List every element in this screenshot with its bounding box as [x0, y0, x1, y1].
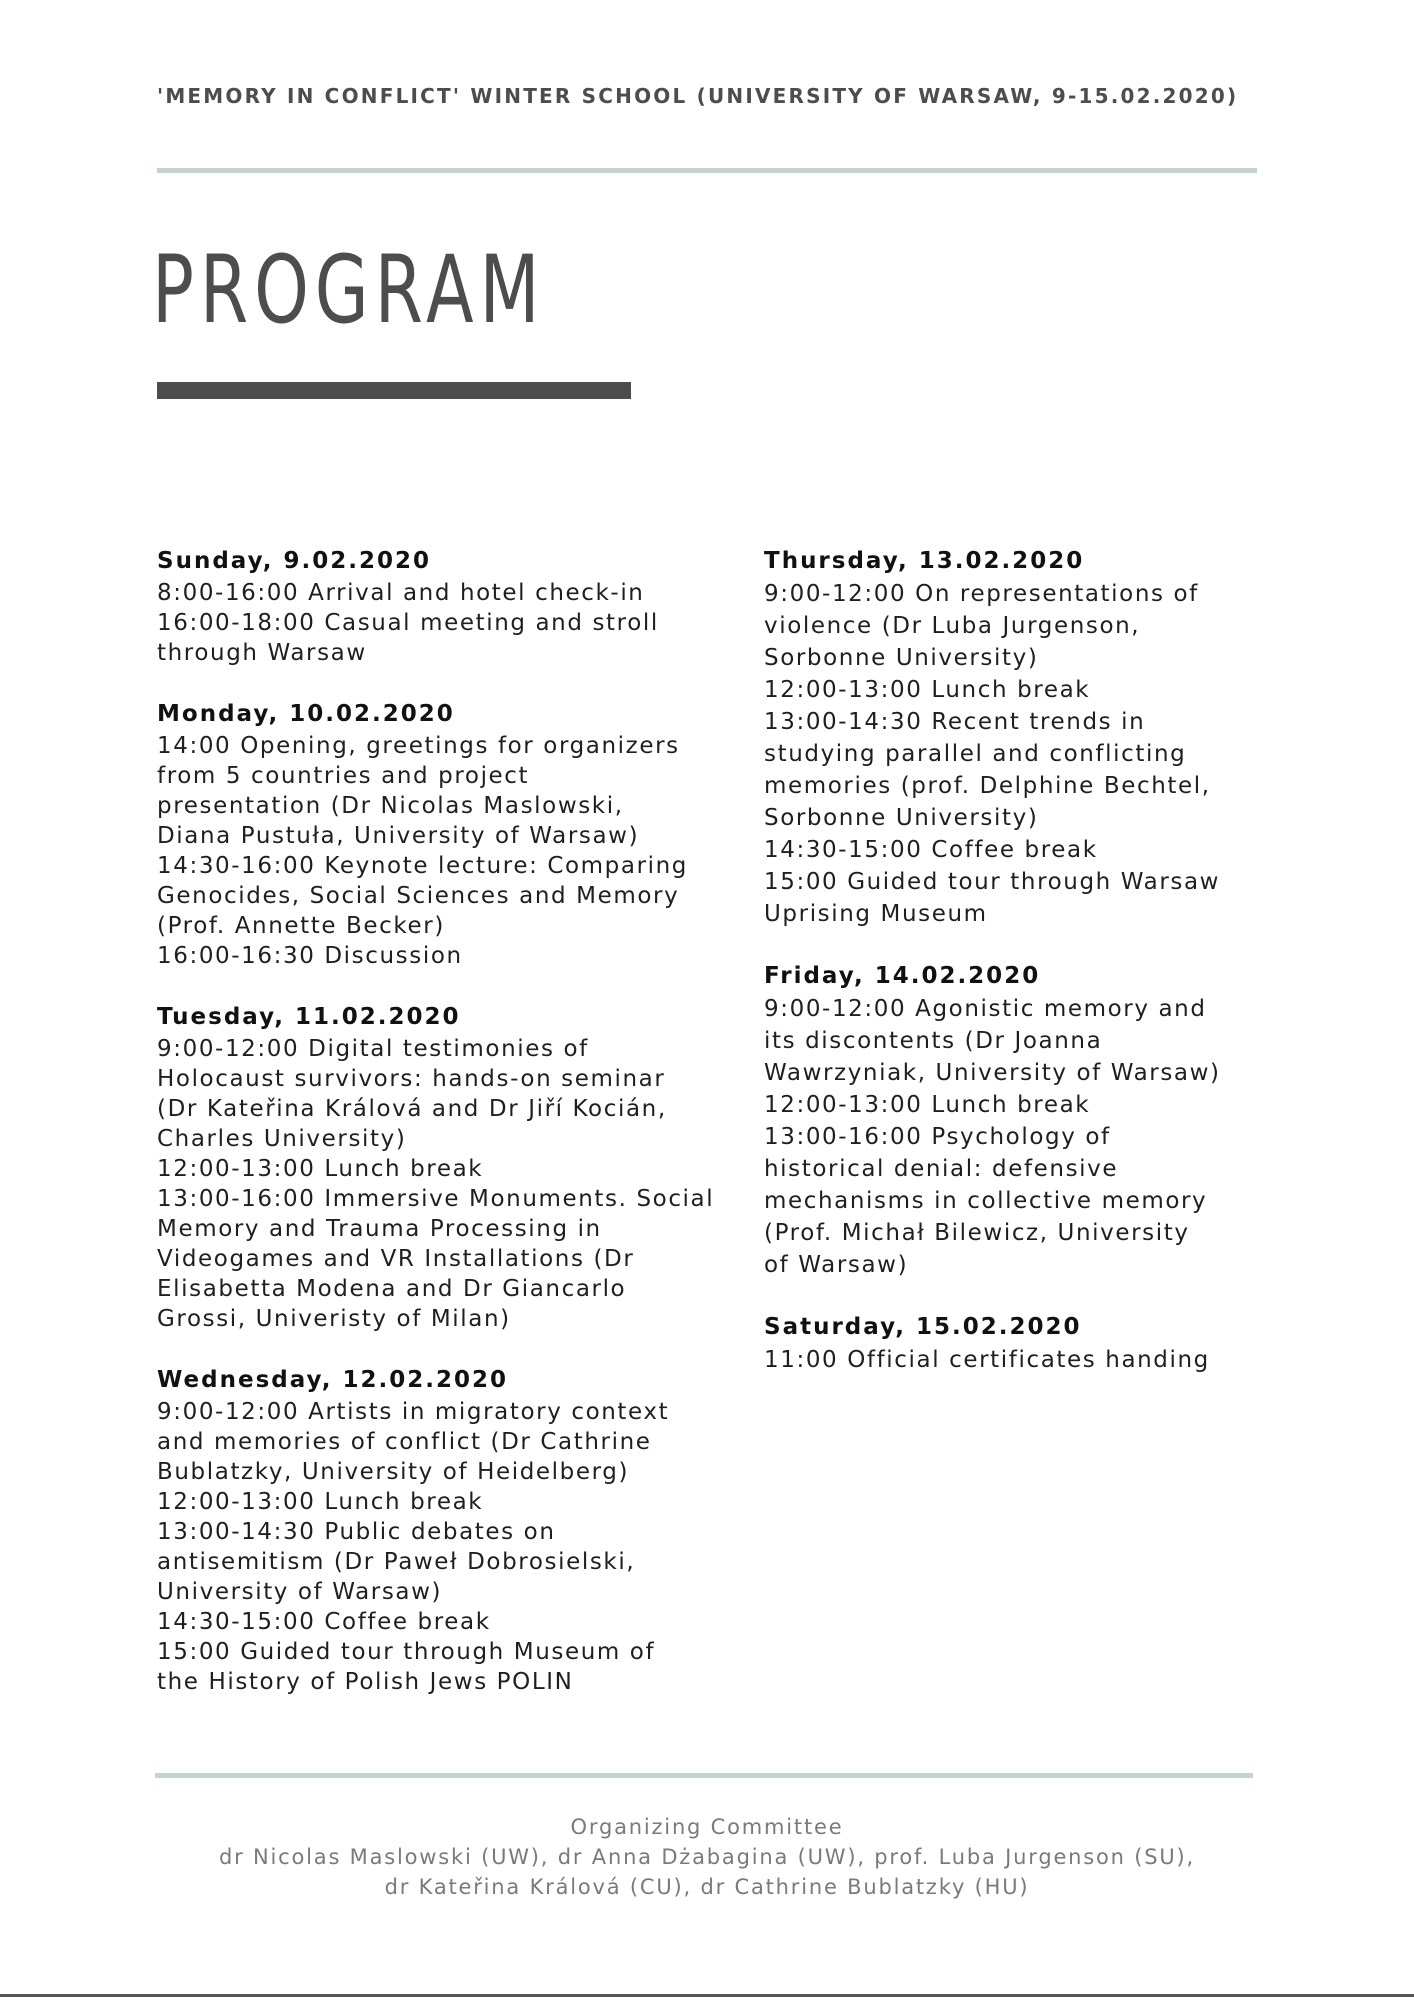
day-wednesday — [157, 1365, 757, 1697]
schedule-column-right — [764, 546, 1364, 1407]
day-schedule-text: 8:00-16:00 Arrival and hotel check-in 16:00-18:00 Casual meeting and stroll through Warsaw — [157, 580, 659, 666]
day-friday — [764, 961, 1364, 1281]
day-title: Tuesday, 11.02.2020 — [157, 1004, 461, 1030]
footer-members-line-1: dr Nicolas Maslowski (UW), dr Anna Dżabagina (UW), prof. Luba Jurgenson (SU), — [218, 1845, 1196, 1869]
day-tuesday — [157, 1002, 757, 1334]
schedule-column-left — [157, 546, 757, 1728]
day-thursday — [764, 546, 1364, 930]
day-schedule-text: 9:00-12:00 On representations of violence (Dr Luba Jurgenson, Sorbonne University) 12:00-13:00 Lunch break 13:00-14:30 Recent trends in studying parallel and conflicting memories (prof. Delphine Bechtel, Sorbonne University) 14:30-15:00 Coffee break 15:00 Guided tour through Warsaw Uprising Museum — [764, 581, 1221, 927]
day-schedule-text: 9:00-12:00 Artists in migratory context and memories of conflict (Dr Cathrine Bublatzky, University of Heidelberg) 12:00-13:00 Lunch break 13:00-14:30 Public debates on antisemitism (Dr Paweł Dobrosielski, University of Warsaw) 14:30-15:00 Coffee break 15:00 Guided tour through Museum of the History of Polish Jews POLIN — [157, 1399, 670, 1695]
day-title: Monday, 10.02.2020 — [157, 701, 455, 727]
day-title: Sunday, 9.02.2020 — [157, 548, 432, 574]
organizing-committee-footer — [0, 1812, 1414, 1902]
program-heading: PROGRAM — [152, 236, 546, 345]
day-schedule-text: 9:00-12:00 Agonistic memory and its discontents (Dr Joanna Wawrzyniak, University of Warsaw) 12:00-13:00 Lunch break 13:00-16:00 Psychology of historical denial: defensive mechanisms in collective memory (Prof. Michał Bilewicz, University of Warsaw) — [764, 996, 1221, 1278]
page-bottom-edge — [0, 1994, 1414, 1997]
heading-underline-bar — [157, 382, 631, 399]
top-divider — [157, 168, 1257, 173]
day-title: Wednesday, 12.02.2020 — [157, 1367, 509, 1393]
day-title: Friday, 14.02.2020 — [764, 963, 1041, 989]
document-header-title: 'MEMORY IN CONFLICT' WINTER SCHOOL (UNIVERSITY OF WARSAW, 9-15.02.2020) — [157, 84, 1239, 108]
day-saturday — [764, 1312, 1364, 1376]
footer-members-line-2: dr Kateřina Králová (CU), dr Cathrine Bublatzky (HU) — [384, 1875, 1030, 1899]
day-monday — [157, 699, 757, 971]
day-schedule-text: 11:00 Official certificates handing — [764, 1347, 1210, 1373]
day-schedule-text: 14:00 Opening, greetings for organizers from 5 countries and project presentation (Dr Nicolas Maslowski, Diana Pustuła, University of Warsaw) 14:30-16:00 Keynote lecture: Comparing Genocides, Social Sciences and Memory (Prof. Annette Becker) 16:00-16:30 Discussion — [157, 733, 688, 969]
day-sunday — [157, 546, 757, 668]
day-title: Saturday, 15.02.2020 — [764, 1314, 1082, 1340]
footer-heading: Organizing Committee — [570, 1815, 844, 1839]
day-schedule-text: 9:00-12:00 Digital testimonies of Holocaust survivors: hands-on seminar (Dr Kateřina Králová and Dr Jiří Kocián, Charles University) 12:00-13:00 Lunch break 13:00-16:00 Immersive Monuments. Social Memory and Trauma Processing in Videogames and VR Installations (Dr Elisabetta Modena and Dr Giancarlo Grossi, Univeristy of Milan) — [157, 1036, 715, 1332]
day-title: Thursday, 13.02.2020 — [764, 548, 1085, 574]
bottom-divider — [155, 1773, 1253, 1778]
